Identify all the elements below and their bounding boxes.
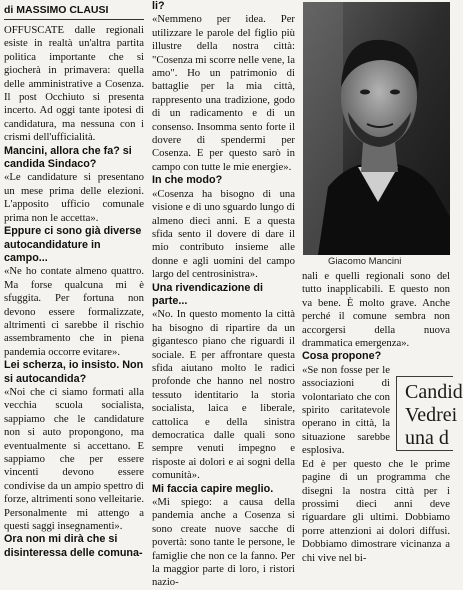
question-5: In che modo? (152, 174, 223, 187)
question-4-end: li? (152, 0, 165, 12)
question-3: Lei scherza, io insisto. Non si autocandida? (4, 359, 144, 385)
question-2: Eppure ci sono già diverse autocandidature in campo... (4, 225, 142, 264)
pull-quote-line-2: Vedrei (405, 404, 458, 426)
article-column-2 (152, 0, 295, 590)
portrait-photo (303, 2, 450, 255)
answer-7: «Mi spiego: a causa della pandemia anche a Cosenza si sono create nuove sacche di povertà: sono tante le persone, le famiglie che non ce la fanno. Per la maggior parte di loro, i ristori nazio- (152, 496, 295, 589)
article-column-1 (4, 0, 144, 560)
byline-rule (4, 19, 144, 20)
answer-6: «No. In questo momento la città ha bisogno di ripartire da un gigantesco piano che riguardi il sociale. E per affrontare questa sfida aiutano molto le radici profonde che hanno nel nostro tessuto identitario la storia socialista, laica e liberale, cattolica e della sinistra democratica dalle quali sono sempre venuti impegno e risposte ai dolori e ai sogni della comunità». (152, 308, 295, 482)
byline-prefix: di (4, 4, 14, 16)
pull-quote-line-3: una d (405, 427, 449, 449)
answer-3: «Noi che ci siamo formati alla vecchia scuola socialista, sappiamo che le candidature non si auto propongono, ma eventualmente si accettano. E sappiamo che per essere vincenti devono essere condivise da un ampio spettro di forze, altrimenti sono velleitarie. Personalmente mi attengo a questi saggi insegnamenti». (4, 385, 144, 533)
byline (4, 0, 144, 17)
answer-1: «Le candidature si presentano un mese prima delle elezioni. L'apposito ufficio comunale prima non le accetta». (4, 171, 144, 224)
answer-4: «Nemmeno per idea. Per utilizzare le parole del figlio più illustre della nostra città: "Cosenza mi scorre nelle vene, la amo". Ho un patrimonio di battaglie per la mia città, rappresento una tradizione, godo di un radicamento e di un consenso. Insomma sento forte il dovere di spendermi per Cosenza. E per questo sarò in campo con tutte le mie energie». (152, 13, 295, 173)
question-7: Mi faccia capire meglio. (152, 482, 274, 495)
question-8: Cosa propone? (302, 350, 382, 363)
photo-caption: Giacomo Mancini (328, 256, 402, 267)
question-6: Una rivendicazione di parte... (152, 281, 263, 307)
answer-7-end: nali e quelli regionali sono del tutto inapplicabili. E questo non va bene. È molto grave. Anche perché il comune sembra non accorgersi della nuova drammatica emergenza». (302, 270, 450, 350)
answer-8-end: Ed è per questo che le prime pagine di un programma che disegni la nostra città per i prossimi dieci anni deve riguardare gli ultimi. Dobbiamo porre attenzioni ai dolori diffusi. Dobbiamo dimostrare vicinanza a chi vive nel bi- (302, 457, 450, 564)
article-intro: OFFUSCATE dalle regionali esiste in realtà un'altra partita politica importante che si giocherà in primavera: quella delle amministrative a Cosenza. Il post Occhiuto si presenta incerto. Ad oggi tante ipotesi di candidatura, ma nessuna con i crismi dell'ufficialità. (4, 24, 144, 144)
pull-quote-line-1: Candid (405, 381, 463, 403)
byline-author: MASSIMO CLAUSI (16, 4, 109, 16)
portrait-illustration (303, 2, 450, 255)
answer-2: «Ne ho contate almeno quattro. Ma forse qualcuna mi è sfuggita. Per fortuna non devono essere formalizzate, altrimenti ci sarebbe il rischio assembramento che in piena pandemia occorre evitare». (4, 265, 144, 358)
question-1: Mancini, allora che fa? si candida Sindaco? (4, 144, 132, 171)
answer-5: «Cosenza ha bisogno di una visione e di uno sguardo lungo di almeno dieci anni. E a questa sfida sento il dovere di dare il mio contributo insieme alle donne e agli uomini del campo largo del centrosinistra». (152, 187, 295, 281)
pull-quote-box (396, 376, 463, 451)
answer-8-start: «Se non fosse per le associazioni di volontariato che con spirito caritatevole operano in città, la situazione sarebbe esplosiva. (302, 363, 390, 457)
question-4: Ora non mi dirà che si disinteressa delle comuna- (4, 533, 143, 559)
